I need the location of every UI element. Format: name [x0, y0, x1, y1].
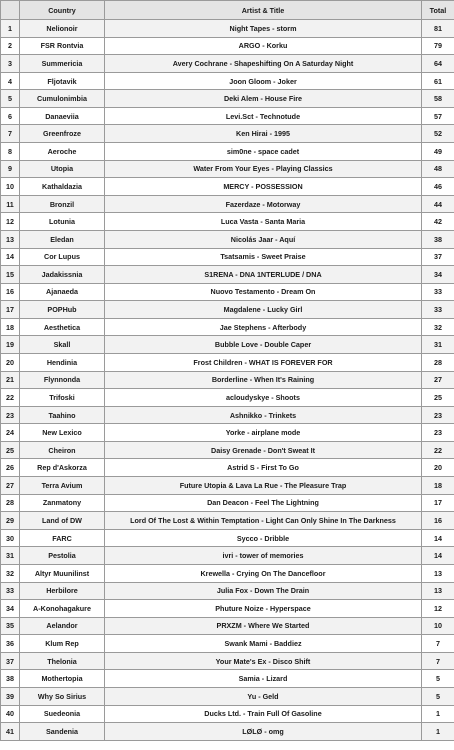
total-cell: 17 [422, 494, 454, 512]
rank-cell: 2 [1, 37, 20, 55]
artist-title-cell: Dan Deacon - Feel The Lightning [105, 494, 422, 512]
total-cell: 33 [422, 283, 454, 301]
rank-cell: 14 [1, 248, 20, 266]
artist-title-cell: Night Tapes - storm [105, 20, 422, 38]
country-cell: Jadakissnia [20, 266, 105, 284]
artist-title-cell: acloudyskye - Shoots [105, 389, 422, 407]
rank-cell: 41 [1, 723, 20, 741]
artist-title-cell: Swank Mami - Baddiez [105, 635, 422, 653]
country-cell: New Lexico [20, 424, 105, 442]
artist-title-cell: Sycco - Dribble [105, 529, 422, 547]
country-cell: Pestolia [20, 547, 105, 565]
table-row [1, 705, 454, 723]
total-cell: 58 [422, 90, 454, 108]
rank-cell: 16 [1, 283, 20, 301]
rank-cell: 24 [1, 424, 20, 442]
total-cell: 49 [422, 143, 454, 161]
country-cell: Cumulonimbia [20, 90, 105, 108]
country-cell: Terra Avium [20, 477, 105, 495]
rank-cell: 31 [1, 547, 20, 565]
artist-title-cell: Frost Children - WHAT IS FOREVER FOR [105, 353, 422, 371]
table-row [1, 353, 454, 371]
table-row [1, 55, 454, 73]
rank-cell: 17 [1, 301, 20, 319]
country-cell: Fljotavik [20, 72, 105, 90]
country-cell: Zanmatony [20, 494, 105, 512]
total-cell: 16 [422, 512, 454, 530]
table-row [1, 125, 454, 143]
total-cell: 5 [422, 687, 454, 705]
table-row [1, 20, 454, 38]
total-cell: 18 [422, 477, 454, 495]
artist-title-cell: Fazerdaze - Motorway [105, 195, 422, 213]
total-cell: 14 [422, 547, 454, 565]
table-row [1, 37, 454, 55]
total-cell: 64 [422, 55, 454, 73]
total-cell: 44 [422, 195, 454, 213]
total-cell: 52 [422, 125, 454, 143]
table-row [1, 72, 454, 90]
artist-title-cell: ivri - tower of memories [105, 547, 422, 565]
artist-title-cell: Yu - Geld [105, 687, 422, 705]
rank-cell: 33 [1, 582, 20, 600]
total-cell: 7 [422, 652, 454, 670]
country-cell: Eledan [20, 230, 105, 248]
artist-title-cell: Water From Your Eyes - Playing Classics [105, 160, 422, 178]
total-cell: 34 [422, 266, 454, 284]
rank-cell: 40 [1, 705, 20, 723]
table-row [1, 389, 454, 407]
total-cell: 61 [422, 72, 454, 90]
table-row [1, 547, 454, 565]
table-row [1, 723, 454, 741]
country-cell: Aesthetica [20, 318, 105, 336]
artist-title-cell: Ken Hirai - 1995 [105, 125, 422, 143]
country-cell: Klum Rep [20, 635, 105, 653]
country-header: Country [20, 1, 105, 20]
artist-title-header: Artist & Title [105, 1, 422, 20]
rank-cell: 11 [1, 195, 20, 213]
artist-title-cell: Samia - Lizard [105, 670, 422, 688]
artist-title-cell: Joon Gloom - Joker [105, 72, 422, 90]
table-row [1, 230, 454, 248]
total-cell: 23 [422, 424, 454, 442]
country-cell: Nelionoir [20, 20, 105, 38]
rank-cell: 23 [1, 406, 20, 424]
table-row [1, 582, 454, 600]
country-cell: Land of DW [20, 512, 105, 530]
table-row [1, 600, 454, 618]
total-cell: 33 [422, 301, 454, 319]
artist-title-cell: Astrid S - First To Go [105, 459, 422, 477]
country-cell: Sandenia [20, 723, 105, 741]
rank-cell: 32 [1, 564, 20, 582]
rank-cell: 21 [1, 371, 20, 389]
rank-cell: 36 [1, 635, 20, 653]
artist-title-cell: Ducks Ltd. - Train Full Of Gasoline [105, 705, 422, 723]
rank-cell: 30 [1, 529, 20, 547]
table-row [1, 512, 454, 530]
artist-title-cell: Your Mate's Ex - Disco Shift [105, 652, 422, 670]
country-cell: Greenfroze [20, 125, 105, 143]
table-row [1, 424, 454, 442]
total-cell: 23 [422, 406, 454, 424]
table-row [1, 406, 454, 424]
rank-cell: 27 [1, 477, 20, 495]
total-cell: 32 [422, 318, 454, 336]
rank-cell: 3 [1, 55, 20, 73]
total-cell: 1 [422, 705, 454, 723]
total-cell: 27 [422, 371, 454, 389]
artist-title-cell: Julia Fox - Down The Drain [105, 582, 422, 600]
rank-cell: 13 [1, 230, 20, 248]
country-cell: Summericia [20, 55, 105, 73]
rank-cell: 28 [1, 494, 20, 512]
table-row [1, 195, 454, 213]
country-cell: Hendinia [20, 353, 105, 371]
table-row [1, 459, 454, 477]
country-cell: POPHub [20, 301, 105, 319]
artist-title-cell: Nicolás Jaar - Aquí [105, 230, 422, 248]
artist-title-cell: Daisy Grenade - Don't Sweat It [105, 441, 422, 459]
artist-title-cell: Jae Stephens - Afterbody [105, 318, 422, 336]
rank-cell: 37 [1, 652, 20, 670]
table-row [1, 477, 454, 495]
table-row [1, 248, 454, 266]
table-row [1, 670, 454, 688]
total-cell: 22 [422, 441, 454, 459]
total-header: Total [422, 1, 454, 20]
total-cell: 12 [422, 600, 454, 618]
total-cell: 46 [422, 178, 454, 196]
rank-cell: 20 [1, 353, 20, 371]
rank-cell: 29 [1, 512, 20, 530]
total-cell: 10 [422, 617, 454, 635]
table-row [1, 178, 454, 196]
artist-title-cell: Bubble Love - Double Caper [105, 336, 422, 354]
table-row [1, 441, 454, 459]
total-cell: 38 [422, 230, 454, 248]
artist-title-cell: Krewella - Crying On The Dancefloor [105, 564, 422, 582]
rank-cell: 12 [1, 213, 20, 231]
total-cell: 5 [422, 670, 454, 688]
artist-title-cell: Phuture Noize - Hyperspace [105, 600, 422, 618]
rank-cell: 1 [1, 20, 20, 38]
country-cell: Herbilore [20, 582, 105, 600]
country-cell: Rep d'Askorza [20, 459, 105, 477]
header-row [1, 1, 454, 20]
artist-title-cell: Tsatsamis - Sweet Praise [105, 248, 422, 266]
artist-title-cell: Nuovo Testamento - Dream On [105, 283, 422, 301]
country-cell: Cor Lupus [20, 248, 105, 266]
table-row [1, 107, 454, 125]
table-row [1, 564, 454, 582]
table-row [1, 336, 454, 354]
rank-cell: 15 [1, 266, 20, 284]
table-row [1, 494, 454, 512]
country-cell: Lotunia [20, 213, 105, 231]
table-row [1, 617, 454, 635]
rank-cell: 10 [1, 178, 20, 196]
rank-cell: 35 [1, 617, 20, 635]
total-cell: 81 [422, 20, 454, 38]
total-cell: 25 [422, 389, 454, 407]
country-cell: Cheiron [20, 441, 105, 459]
table-row [1, 318, 454, 336]
rank-cell: 5 [1, 90, 20, 108]
total-cell: 13 [422, 564, 454, 582]
rank-header [1, 1, 20, 20]
total-cell: 42 [422, 213, 454, 231]
country-cell: Skall [20, 336, 105, 354]
country-cell: Mothertopia [20, 670, 105, 688]
country-cell: Why So Sirius [20, 687, 105, 705]
country-cell: FARC [20, 529, 105, 547]
table-row [1, 687, 454, 705]
artist-title-cell: S1RENA - DNA 1NTERLUDE / DNA [105, 266, 422, 284]
country-cell: Flynnonda [20, 371, 105, 389]
artist-title-cell: Borderline - When It's Raining [105, 371, 422, 389]
table-row [1, 213, 454, 231]
total-cell: 57 [422, 107, 454, 125]
artist-title-cell: Deki Alem - House Fire [105, 90, 422, 108]
artist-title-cell: Lord Of The Lost & Within Temptation - Light Can Only Shine In The Darkness [105, 512, 422, 530]
table-body [1, 20, 454, 741]
table-row [1, 529, 454, 547]
country-cell: FSR Rontvia [20, 37, 105, 55]
rank-cell: 34 [1, 600, 20, 618]
total-cell: 14 [422, 529, 454, 547]
table-row [1, 301, 454, 319]
rank-cell: 7 [1, 125, 20, 143]
artist-title-cell: Avery Cochrane - Shapeshifting On A Saturday Night [105, 55, 422, 73]
artist-title-cell: MERCY - POSSESSION [105, 178, 422, 196]
artist-title-cell: Magdalene - Lucky Girl [105, 301, 422, 319]
total-cell: 13 [422, 582, 454, 600]
rank-cell: 26 [1, 459, 20, 477]
rank-cell: 4 [1, 72, 20, 90]
rank-cell: 25 [1, 441, 20, 459]
country-cell: Bronzil [20, 195, 105, 213]
artist-title-cell: Luca Vasta - Santa Maria [105, 213, 422, 231]
table-row [1, 143, 454, 161]
total-cell: 79 [422, 37, 454, 55]
rank-cell: 6 [1, 107, 20, 125]
rank-cell: 38 [1, 670, 20, 688]
table-row [1, 160, 454, 178]
country-cell: Aelandor [20, 617, 105, 635]
artist-title-cell: sim0ne - space cadet [105, 143, 422, 161]
country-cell: Trifoski [20, 389, 105, 407]
artist-title-cell: Yorke - airplane mode [105, 424, 422, 442]
country-cell: Thelonia [20, 652, 105, 670]
total-cell: 1 [422, 723, 454, 741]
rank-cell: 22 [1, 389, 20, 407]
country-cell: Altyr Muunilinst [20, 564, 105, 582]
rank-cell: 8 [1, 143, 20, 161]
country-cell: Aeroche [20, 143, 105, 161]
artist-title-cell: Levi.Sct - Technotude [105, 107, 422, 125]
table-row [1, 266, 454, 284]
country-cell: Kathaldazia [20, 178, 105, 196]
country-cell: Taahino [20, 406, 105, 424]
rank-cell: 18 [1, 318, 20, 336]
table-row [1, 635, 454, 653]
total-cell: 31 [422, 336, 454, 354]
rank-cell: 39 [1, 687, 20, 705]
artist-title-cell: Future Utopia & Lava La Rue - The Pleasure Trap [105, 477, 422, 495]
total-cell: 7 [422, 635, 454, 653]
rank-cell: 19 [1, 336, 20, 354]
country-cell: A-Konohagakure [20, 600, 105, 618]
rank-cell: 9 [1, 160, 20, 178]
table-row [1, 371, 454, 389]
table-row [1, 283, 454, 301]
country-cell: Utopia [20, 160, 105, 178]
country-cell: Ajanaeda [20, 283, 105, 301]
total-cell: 28 [422, 353, 454, 371]
total-cell: 20 [422, 459, 454, 477]
total-cell: 48 [422, 160, 454, 178]
artist-title-cell: Ashnikko - Trinkets [105, 406, 422, 424]
country-cell: Danaeviia [20, 107, 105, 125]
table-row [1, 90, 454, 108]
artist-title-cell: PRXZM - Where We Started [105, 617, 422, 635]
country-cell: Suedeonia [20, 705, 105, 723]
table-row [1, 652, 454, 670]
artist-title-cell: LØLØ - omg [105, 723, 422, 741]
total-cell: 37 [422, 248, 454, 266]
artist-title-cell: ARGO - Korku [105, 37, 422, 55]
